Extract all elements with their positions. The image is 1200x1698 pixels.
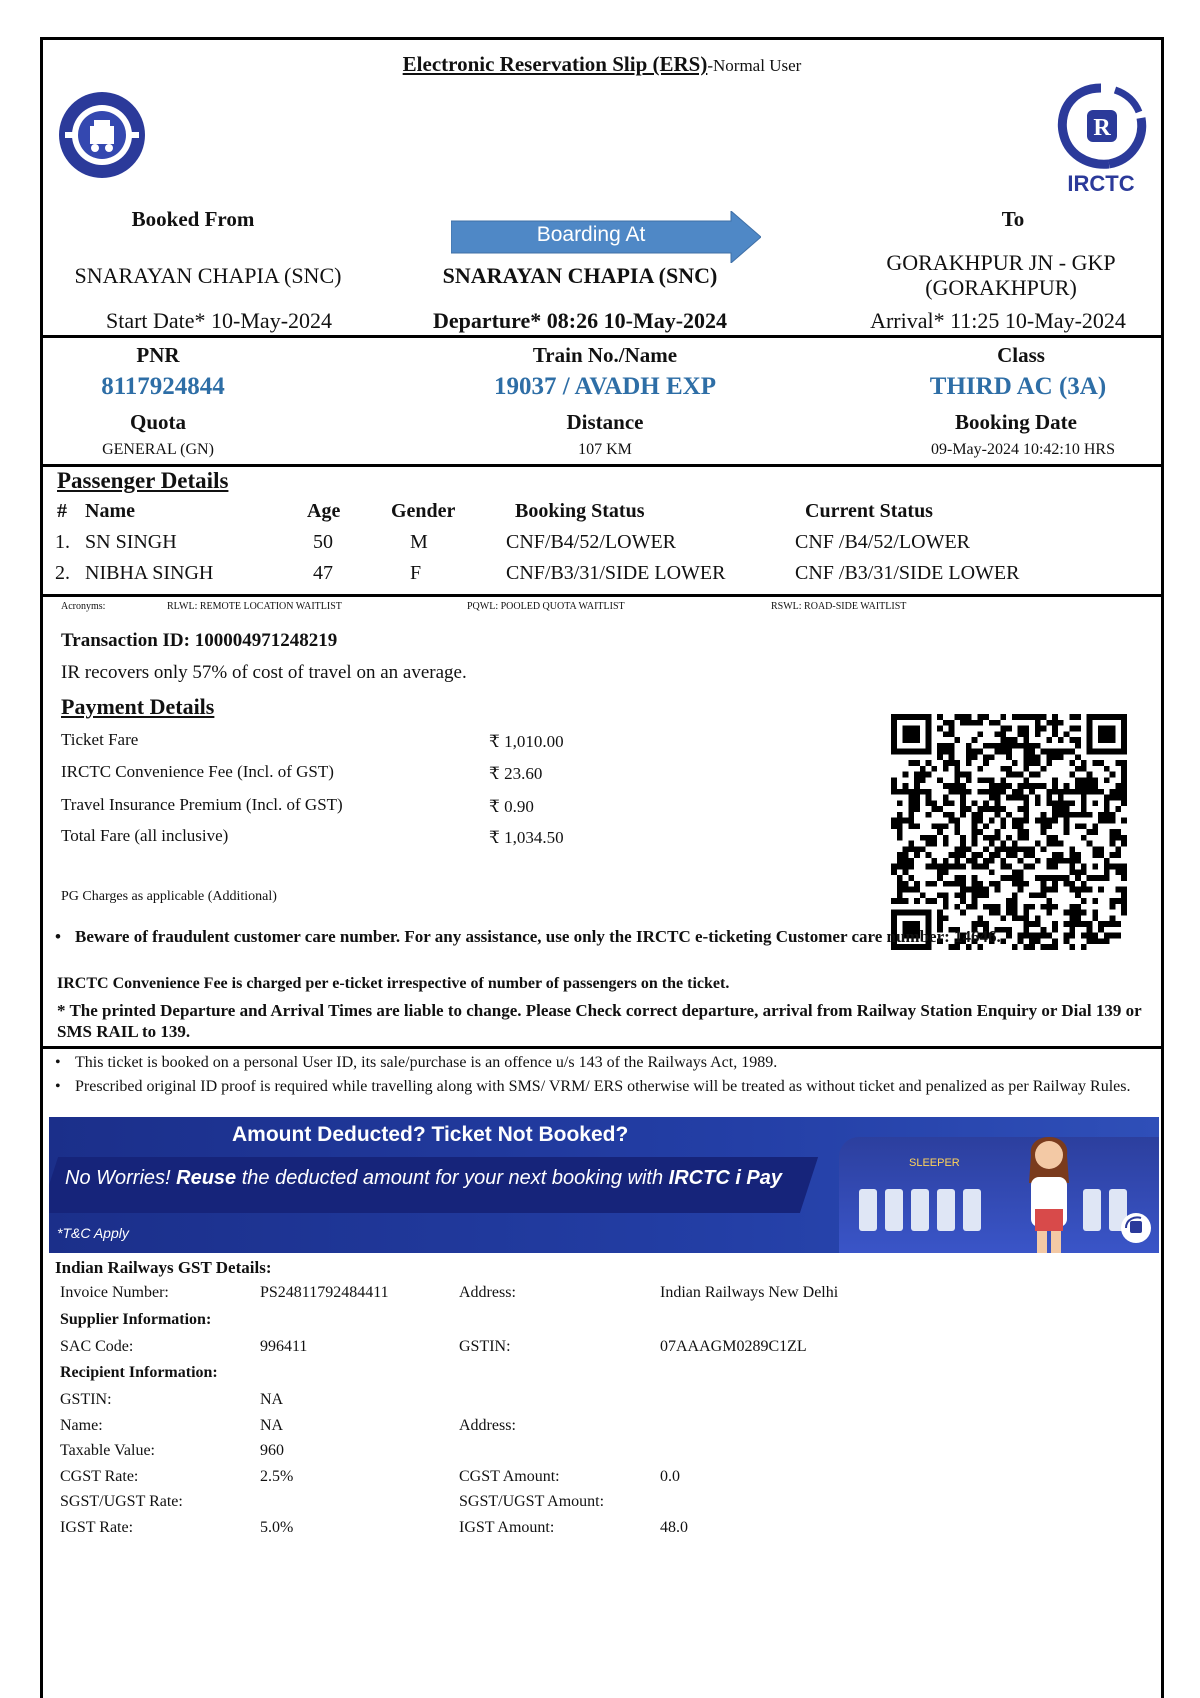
recipient-gstin-label: GSTIN: — [60, 1391, 112, 1408]
banner-tc: *T&C Apply — [57, 1225, 129, 1241]
acronym-rlwl: RLWL: REMOTE LOCATION WAITLIST — [167, 601, 342, 612]
personal-id-text: This ticket is booked on a personal User ID, its sale/purchase is an offence u/s 143 of the Railways Act, 1989. — [75, 1054, 778, 1071]
booking-date-label: Booking Date — [955, 410, 1077, 434]
pnr-label: PNR — [136, 343, 180, 367]
divider — [43, 335, 1161, 338]
coach-window — [963, 1189, 981, 1231]
divider — [43, 594, 1161, 597]
quota-label: Quota — [129, 410, 186, 434]
banner-text-a: No Worries! — [65, 1167, 177, 1189]
recipient-title: Recipient Information: — [60, 1364, 218, 1381]
train-coach-illustration — [839, 1137, 1159, 1253]
cgst-amount-value: 0.0 — [660, 1468, 680, 1485]
passenger-gender: M — [410, 531, 428, 553]
irctc-logo-icon — [1053, 82, 1149, 196]
acronyms-label: Acronyms: — [61, 601, 106, 612]
cgst-rate-label: CGST Rate: — [60, 1468, 139, 1485]
irctc-logo-text: IRCTC — [1067, 171, 1135, 196]
from-station: SNARAYAN CHAPIA (SNC) — [74, 263, 342, 288]
ipay-banner[interactable] — [49, 1117, 1159, 1253]
booking-date-value: 09-May-2024 10:42:10 HRS — [931, 441, 1115, 458]
coach-window — [859, 1189, 877, 1231]
arrival: Arrival* 11:25 10-May-2024 — [870, 308, 1126, 333]
invoice-value: PS24811792484411 — [260, 1284, 389, 1301]
boarding-station: SNARAYAN CHAPIA (SNC) — [442, 263, 718, 288]
svg-text:R: R — [1093, 115, 1111, 141]
quota-value: GENERAL (GN) — [102, 441, 214, 458]
passenger-name: NIBHA SINGH — [85, 562, 214, 584]
distance-value: 107 KM — [578, 441, 632, 458]
invoice-label: Invoice Number: — [60, 1284, 169, 1301]
banner-headline: Amount Deducted? Ticket Not Booked? — [232, 1123, 629, 1146]
address-value: Indian Railways New Delhi — [660, 1284, 839, 1301]
taxable-value: 960 — [260, 1442, 284, 1459]
banner-subline — [65, 1167, 782, 1190]
recipient-name-label: Name: — [60, 1417, 103, 1434]
personal-id-notice — [55, 1053, 1145, 1073]
booked-from-label: Booked From — [131, 207, 255, 231]
sac-label: SAC Code: — [60, 1338, 134, 1355]
passenger-booking-status: CNF/B4/52/LOWER — [506, 531, 677, 553]
gstin-label: GSTIN: — [459, 1338, 511, 1355]
acronym-rswl: RSWL: ROAD-SIDE WAITLIST — [771, 601, 907, 612]
start-date: Start Date* 10-May-2024 — [105, 308, 333, 333]
train-value: 19037 / AVADH EXP — [493, 373, 717, 400]
ers-title-line — [43, 52, 1161, 77]
to-station-line2: (GORAKHPUR) — [925, 275, 1077, 300]
id-proof-text: Prescribed original ID proof is required while travelling along with SMS/ VRM/ ERS otherwise will be treated as without ticket and penalized as per Railway Rules. — [75, 1078, 1131, 1095]
distance-label: Distance — [566, 410, 644, 434]
coach-window — [911, 1189, 929, 1231]
beware-notice — [55, 926, 1145, 947]
passenger-num: 2. — [55, 562, 70, 584]
igst-rate-value: 5.0% — [260, 1519, 294, 1536]
boarding-arrow — [451, 211, 761, 263]
gstin-value: 07AAAGM0289C1ZL — [660, 1338, 807, 1355]
banner-text-d: IRCTC i Pay — [668, 1167, 783, 1189]
passenger-name: SN SINGH — [85, 531, 177, 553]
gst-title: Indian Railways GST Details: — [55, 1258, 272, 1277]
bullet-icon: • — [55, 1054, 61, 1071]
payment-amount: ₹ 1,010.00 — [489, 732, 564, 751]
convenience-notice: IRCTC Convenience Fee is charged per e-ticket irrespective of number of passengers on the ticket. — [57, 975, 730, 992]
recipient-address-label: Address: — [459, 1417, 516, 1434]
transaction-id: Transaction ID: 100004971248219 — [61, 630, 338, 651]
col-current-status: Current Status — [805, 500, 933, 522]
to-label: To — [1001, 207, 1025, 231]
class-label: Class — [997, 343, 1045, 367]
ers-title-suffix: -Normal User — [707, 56, 802, 75]
sgst-rate-label: SGST/UGST Rate: — [60, 1493, 183, 1510]
recipient-gstin-value: NA — [260, 1391, 284, 1408]
banner-text-b: Reuse — [176, 1167, 237, 1189]
divider — [43, 1046, 1161, 1049]
passenger-age: 47 — [313, 562, 333, 584]
boarding-at-label: Boarding At — [536, 223, 646, 246]
payment-label: Travel Insurance Premium (Incl. of GST) — [61, 795, 343, 814]
col-num: # — [57, 500, 67, 522]
payment-amount: ₹ 23.60 — [489, 764, 543, 783]
coach-window — [937, 1189, 955, 1231]
payment-label: Total Fare (all inclusive) — [61, 826, 229, 845]
col-booking-status: Booking Status — [515, 500, 645, 522]
id-proof-notice — [55, 1076, 1145, 1098]
class-value: THIRD AC (3A) — [929, 373, 1107, 400]
sac-value: 996411 — [260, 1338, 308, 1355]
passenger-age: 50 — [313, 531, 333, 553]
passenger-gender: F — [410, 562, 422, 584]
igst-amount-value: 48.0 — [660, 1519, 688, 1536]
divider — [43, 464, 1161, 467]
coach-window — [1083, 1189, 1101, 1231]
passenger-details-title: Passenger Details — [57, 468, 229, 493]
passenger-current-status: CNF /B4/52/LOWER — [795, 531, 971, 553]
qr-code-icon — [891, 714, 1127, 950]
passenger-num: 1. — [55, 531, 70, 553]
payment-label: Ticket Fare — [61, 730, 139, 749]
igst-rate-label: IGST Rate: — [60, 1519, 134, 1536]
bullet-icon: • — [55, 1078, 61, 1095]
beware-text: Beware of fraudulent customer care number. For any assistance, use only the IRCTC e-ticketing Customer care number: 14646. — [75, 927, 1001, 946]
taxable-label: Taxable Value: — [60, 1442, 155, 1459]
col-age: Age — [307, 500, 341, 522]
passenger-booking-status: CNF/B3/31/SIDE LOWER — [506, 562, 726, 584]
passenger-current-status: CNF /B3/31/SIDE LOWER — [795, 562, 1020, 584]
train-label: Train No./Name — [532, 343, 678, 367]
igst-amount-label: IGST Amount: — [459, 1519, 555, 1536]
recipient-name-value: NA — [260, 1417, 284, 1434]
timing-notice: * The printed Departure and Arrival Times are liable to change. Please Check correct departure, arrival from Railway Station Enquiry or Dial 139 or SMS RAIL to 139. — [57, 1001, 1142, 1041]
cgst-amount-label: CGST Amount: — [459, 1468, 560, 1485]
indian-railways-emblem-icon — [57, 90, 147, 180]
payment-details-title: Payment Details — [61, 694, 215, 719]
cgst-rate-value: 2.5% — [260, 1468, 294, 1485]
acronym-pqwl: PQWL: POOLED QUOTA WAITLIST — [467, 601, 625, 612]
bullet-icon: • — [55, 927, 61, 946]
payment-label: IRCTC Convenience Fee (Incl. of GST) — [61, 762, 334, 781]
col-name: Name — [85, 500, 135, 522]
ers-title: Electronic Reservation Slip (ERS) — [402, 52, 708, 76]
payment-amount: ₹ 1,034.50 — [489, 828, 564, 847]
irctc-badge-icon — [1121, 1213, 1151, 1243]
sgst-amount-label: SGST/UGST Amount: — [459, 1493, 605, 1510]
recovery-note: IR recovers only 57% of cost of travel on an average. — [61, 662, 467, 683]
to-station-line1: GORAKHPUR JN - GKP — [886, 250, 1116, 275]
supplier-title: Supplier Information: — [60, 1311, 212, 1328]
coach-label: SLEEPER — [909, 1157, 960, 1169]
ers-page — [40, 37, 1164, 1698]
payment-amount: ₹ 0.90 — [489, 797, 534, 816]
departure: Departure* 08:26 10-May-2024 — [432, 308, 728, 333]
woman-illustration-icon — [1017, 1125, 1081, 1253]
pnr-value: 8117924844 — [101, 373, 225, 400]
banner-text-c: the deducted amount for your next booking with — [236, 1167, 669, 1189]
pg-charges-note: PG Charges as applicable (Additional) — [61, 889, 277, 904]
address-label: Address: — [459, 1284, 516, 1301]
coach-window — [885, 1189, 903, 1231]
col-gender: Gender — [391, 500, 456, 522]
